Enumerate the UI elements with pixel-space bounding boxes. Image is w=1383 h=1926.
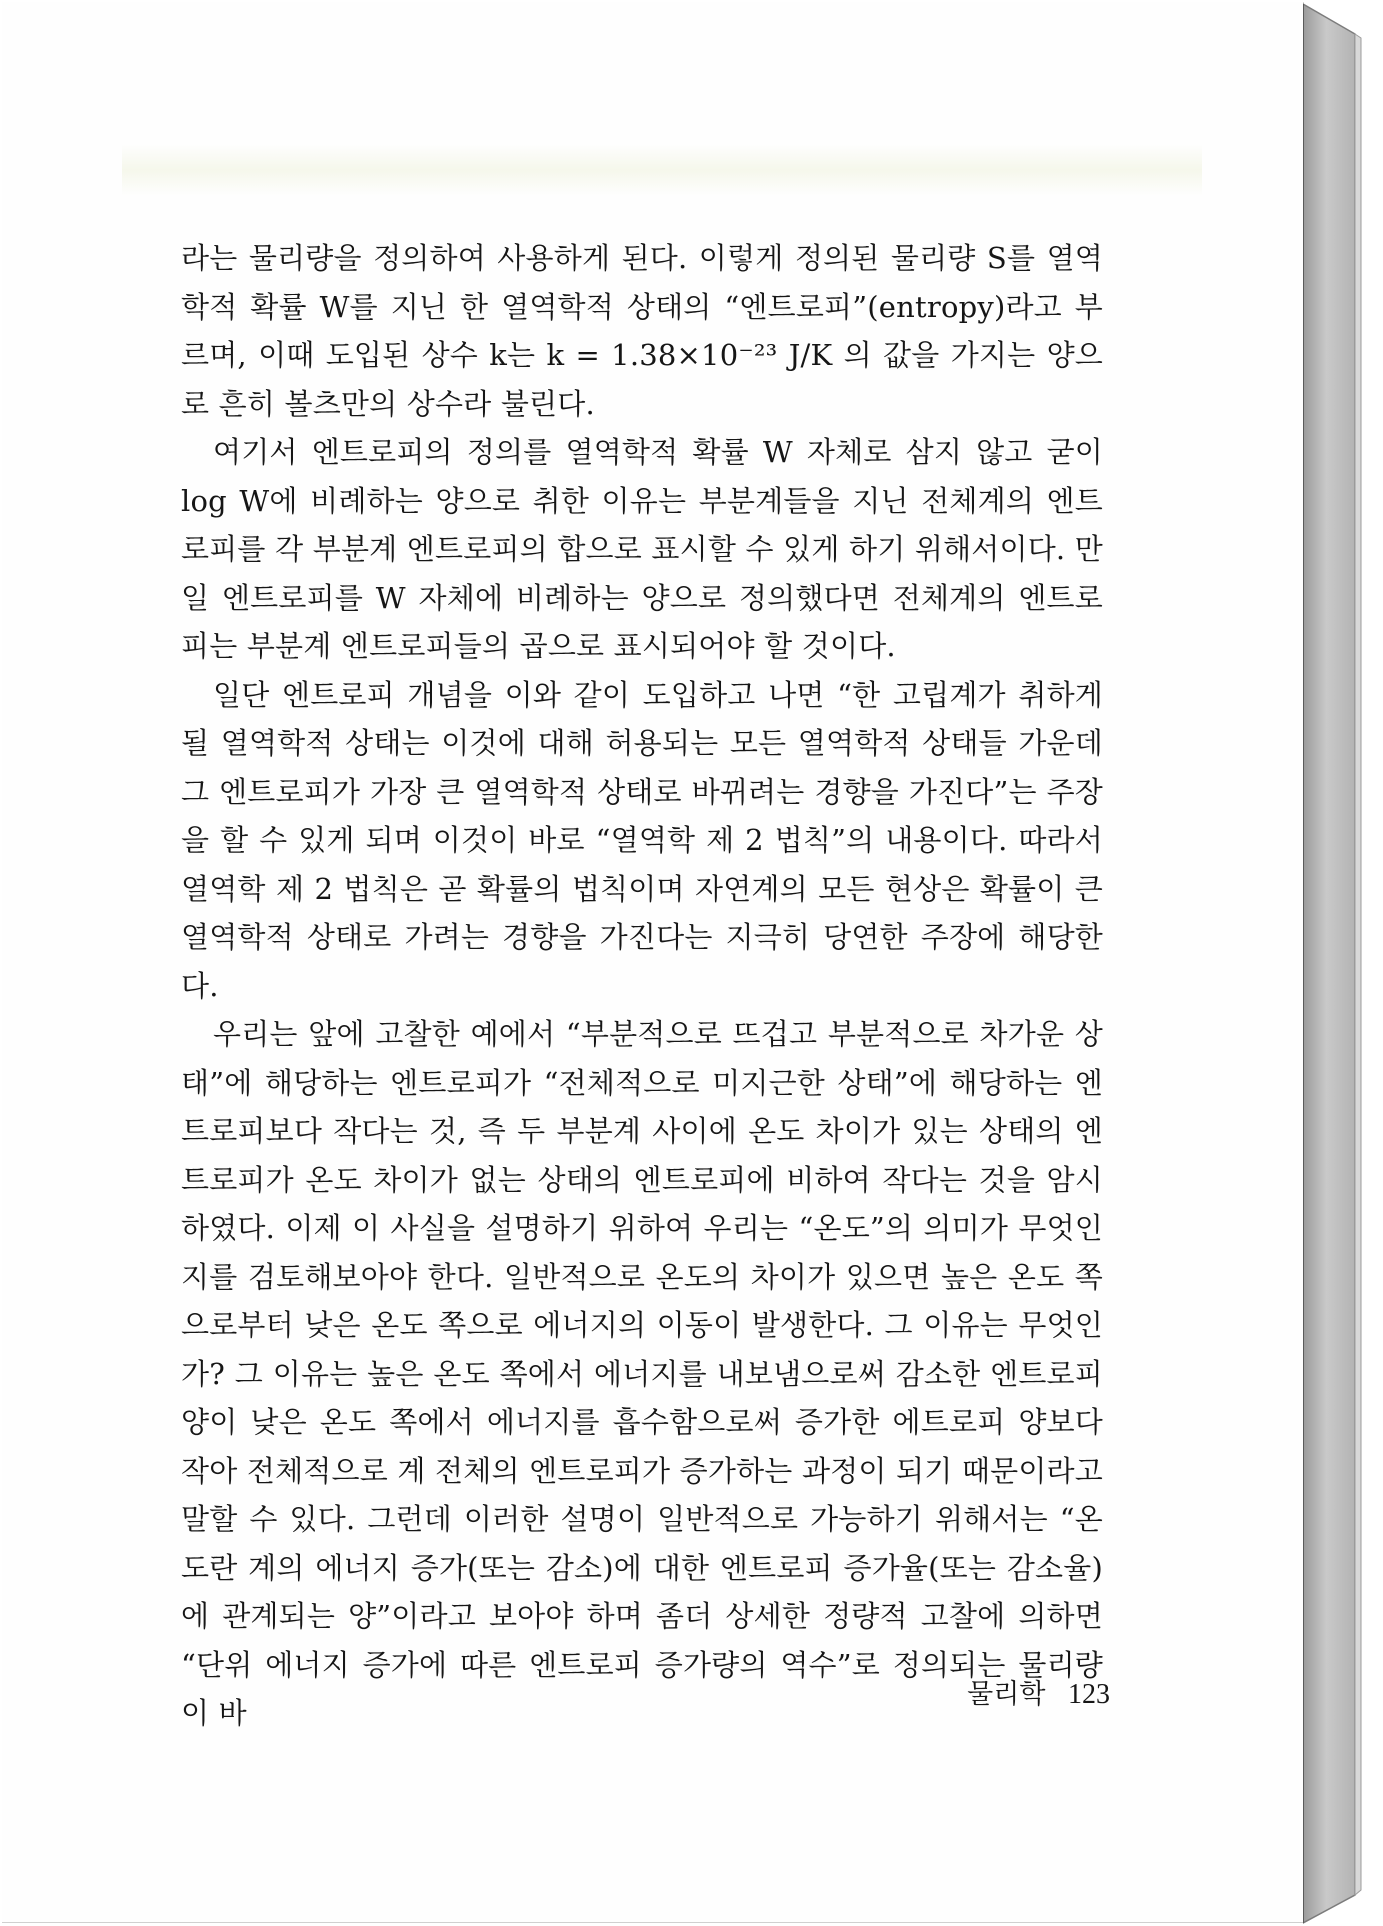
paragraph-1: 라는 물리량을 정의하여 사용하게 된다. 이렇게 정의된 물리량 S를 열역학적 확률 W를 지닌 한 열역학적 상태의 “엔트로피”(entropy)라고 부르며, 이때 도입된 상수 k는 k = 1.38×10⁻²³ J/K 의 값을 가지는 양으로 흔히 볼츠만의 상수라 불린다. — [181, 241, 1103, 421]
body-text — [181, 234, 1103, 1738]
book-page-edge — [1303, 0, 1383, 1926]
paragraph-2: 여기서 엔트로피의 정의를 열역학적 확률 W 자체로 삼지 않고 굳이 log W에 비례하는 양으로 취한 이유는 부분계들을 지닌 전체계의 엔트로피를 각 부분계 엔트로피의 합으로 표시할 수 있게 하기 위해서이다. 만일 엔트로피를 W 자체에 비례하는 양으로 정의했다면 전체계의 엔트로피는 부분계 엔트로피들의 곱으로 표시되어야 할 것이다. — [181, 435, 1103, 663]
page-number: 123 — [1068, 1679, 1110, 1710]
running-title: 물리학 — [967, 1679, 1046, 1710]
paragraph-4: 우리는 앞에 고찰한 예에서 “부분적으로 뜨겁고 부분적으로 차가운 상태”에 해당하는 엔트로피가 “전체적으로 미지근한 상태”에 해당하는 엔트로피보다 작다는 것, 즉 두 부분계 사이에 온도 차이가 있는 상태의 엔트로피가 온도 차이가 없는 상태의 엔트로피에 비하여 작다는 것을 암시하였다. 이제 이 사실을 설명하기 위하여 우리는 “온도”의 의미가 무엇인지를 검토해보아야 한다. 일반적으로 온도의 차이가 있으면 높은 온도 쪽으로부터 낮은 온도 쪽으로 에너지의 이동이 발생한다. 그 이유는 무엇인가? 그 이유는 높은 온도 쪽에서 에너지를 내보냄으로써 감소한 엔트로피 양이 낮은 온도 쪽에서 에너지를 흡수함으로써 증가한 에트로피 양보다 작아 전체적으로 계 전체의 엔트로피가 증가하는 과정이 되기 때문이라고 말할 수 있다. 그런데 이러한 설명이 일반적으로 가능하기 위해서는 “온도란 계의 에너지 증가(또는 감소)에 대한 엔트로피 증가율(또는 감소율)에 관계되는 양”이라고 보아야 하며 좀더 상세한 정량적 고찰에 의하면 “단위 에너지 증가에 따른 엔트로피 증가량의 역수”로 정의되는 물리량이 바 — [181, 1017, 1103, 1730]
page-scan-band — [122, 144, 1202, 196]
page-footer — [930, 1672, 1110, 1711]
paragraph-3: 일단 엔트로피 개념을 이와 같이 도입하고 나면 “한 고립계가 취하게 될 열역학적 상태는 이것에 대해 허용되는 모든 열역학적 상태들 가운데 그 엔트로피가 가장 큰 열역학적 상태로 바뀌려는 경향을 가진다”는 주장을 할 수 있게 되며 이것이 바로 “열역학 제 2 법칙”의 내용이다. 따라서 열역학 제 2 법칙은 곧 확률의 법칙이며 자연계의 모든 현상은 확률이 큰 열역학적 상태로 가려는 경향을 가진다는 지극히 당연한 주장에 해당한다. — [181, 677, 1103, 1003]
